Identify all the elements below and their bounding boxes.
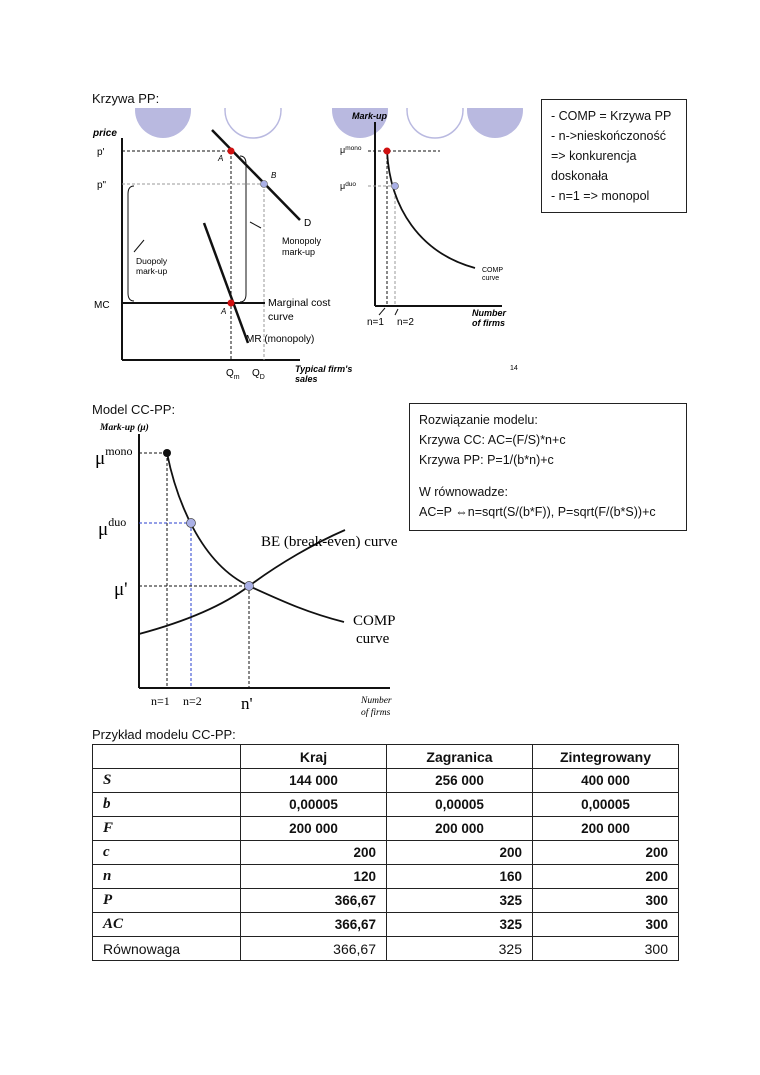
cell: 0,00005 [241,793,387,817]
cell: 200 [533,865,679,889]
row-label: n [93,865,241,889]
point-mono [384,148,391,155]
note-line: Krzywa PP: P=1/(b*n)+c [419,453,554,467]
duopoly-arrow [134,240,144,252]
table-row [93,817,679,841]
table-row [93,889,679,913]
p-prime-label: p' [97,147,105,158]
table-row [93,865,679,889]
cell: 200 [241,841,387,865]
cell: 300 [533,889,679,913]
mu-mono-label: $\mu^{mono}$ [95,444,133,469]
n2-label: n=2 [397,317,414,328]
point-a-mc [228,300,235,307]
cell: 300 [533,937,679,961]
row-label: S [93,769,241,793]
comp-curve-label: curve [356,631,390,647]
note-line: => konkurencja [551,149,637,163]
cell: 256 000 [387,769,533,793]
mu-mono-label: $\mu^{mono}$ [340,145,362,155]
markup-axis-label: Mark-up (μ) [100,423,149,433]
row-label: Równowaga [93,937,241,961]
section-title-pp: Krzywa PP: [92,91,160,106]
note-line: - n->nieskończoność [551,129,666,143]
point-mono [163,449,171,457]
comp-curve-label: COMP [482,267,503,274]
duopoly-markup-label: Duopoly [136,256,168,266]
cell: 200 [387,841,533,865]
n2-label: n=2 [183,694,202,708]
mc-curve-label: Marginal cost [268,297,331,309]
note-line: Rozwiązanie modelu: [419,413,538,427]
cell: 300 [533,913,679,937]
point-b-label: B [271,171,277,180]
monopoly-markup-label: mark-up [282,247,316,257]
cc-pp-figure [90,418,410,720]
n-prime-label: n' [241,694,253,713]
slide-decoration-circle [407,108,463,138]
duopoly-markup-label: mark-up [136,266,168,276]
x-axis-label: Typical firm's [295,364,353,374]
n-arrows [379,308,398,315]
comp-curve-label: COMP [353,613,396,629]
cell: 325 [387,913,533,937]
row-label: P [93,889,241,913]
qm-label: $Q_m$ [226,368,240,381]
cell: 0,00005 [533,793,679,817]
mr-curve [204,223,248,343]
column-header [93,745,241,769]
row-label: F [93,817,241,841]
point-duo [392,183,399,190]
markup-axis-label: Mark-up [352,111,388,121]
cell: 160 [387,865,533,889]
mr-label: MR (monopoly) [246,334,315,345]
monopoly-bracket [240,156,246,302]
mu-prime-label: μ' [114,579,128,600]
cell: 144 000 [241,769,387,793]
table-header-row [93,745,679,769]
p-double-prime-label: p" [97,180,107,191]
cell: 200 000 [241,817,387,841]
example-table [92,744,679,961]
table-row [93,841,679,865]
note-line [419,470,677,482]
point-a-bottom-label: A [221,307,227,316]
x-axis-label: sales [295,374,318,384]
row-label: AC [93,913,241,937]
row-label: c [93,841,241,865]
demand-curve [212,130,300,220]
slide-decoration-circle [225,108,281,138]
note-line: W równowadze: [419,485,508,499]
table-row [93,937,679,961]
n1-label: n=1 [367,317,384,328]
comp-curve [387,151,475,268]
demand-label: D [304,218,312,229]
comp-curve-label: curve [482,275,500,282]
duopoly-bracket [128,186,134,301]
column-header: Zagranica [387,745,533,769]
qd-label: $Q_D$ [252,368,265,381]
firms-axis-label: of firms [472,318,506,328]
note-line: - n=1 => monopol [551,189,650,203]
cell: 0,00005 [387,793,533,817]
slide-decoration-circle [467,108,523,138]
mc-label: MC [94,300,110,311]
table-row [93,769,679,793]
y-axis-label: price [93,128,117,139]
point-duo [187,519,196,528]
table-row [93,913,679,937]
section-title-example: Przykład modelu CC-PP: [92,727,236,742]
point-a-monopoly [228,148,235,155]
cell: 200 000 [533,817,679,841]
column-header: Zintegrowany [533,745,679,769]
pp-curve-figure [90,108,530,388]
monopoly-arrow [250,222,261,228]
cc-pp-solution-box [409,403,687,531]
monopoly-markup-label: Monopoly [282,236,322,246]
cell: 400 000 [533,769,679,793]
cell: 366,67 [241,913,387,937]
point-a-label: A [218,154,224,163]
section-title-cc-pp: Model CC-PP: [92,402,176,417]
table-row [93,793,679,817]
cell: 120 [241,865,387,889]
firms-axis-label: Number [472,308,507,318]
note-line: doskonała [551,169,608,183]
n1-label: n=1 [151,694,170,708]
be-curve-label: BE (break-even) curve [261,534,398,550]
pp-note-box [541,99,687,213]
point-b-duopoly [261,181,268,188]
firms-axis-label: of firms [361,708,391,718]
note-line: AC=P ⇔n=sqrt(S/(b*F)), P=sqrt(F/(b*S))+c [419,505,656,519]
cell: 366,67 [241,889,387,913]
mu-duo-label: $\mu^{duo}$ [98,515,127,540]
point-equilibrium [245,582,254,591]
firms-axis-label: Number [361,696,392,706]
note-line: Krzywa CC: AC=(F/S)*n+c [419,433,566,447]
slide-decoration-circle [135,108,191,138]
row-label: b [93,793,241,817]
note-line: - COMP = Krzywa PP [551,109,672,123]
column-header: Kraj [241,745,387,769]
cell: 200 [533,841,679,865]
cell: 325 [387,937,533,961]
mc-curve-label: curve [268,311,294,323]
cell: 366,67 [241,937,387,961]
cell: 325 [387,889,533,913]
cell: 200 000 [387,817,533,841]
slide-page-number: 14 [510,365,518,372]
mu-duo-label: $\mu^{duo}$ [340,181,357,191]
